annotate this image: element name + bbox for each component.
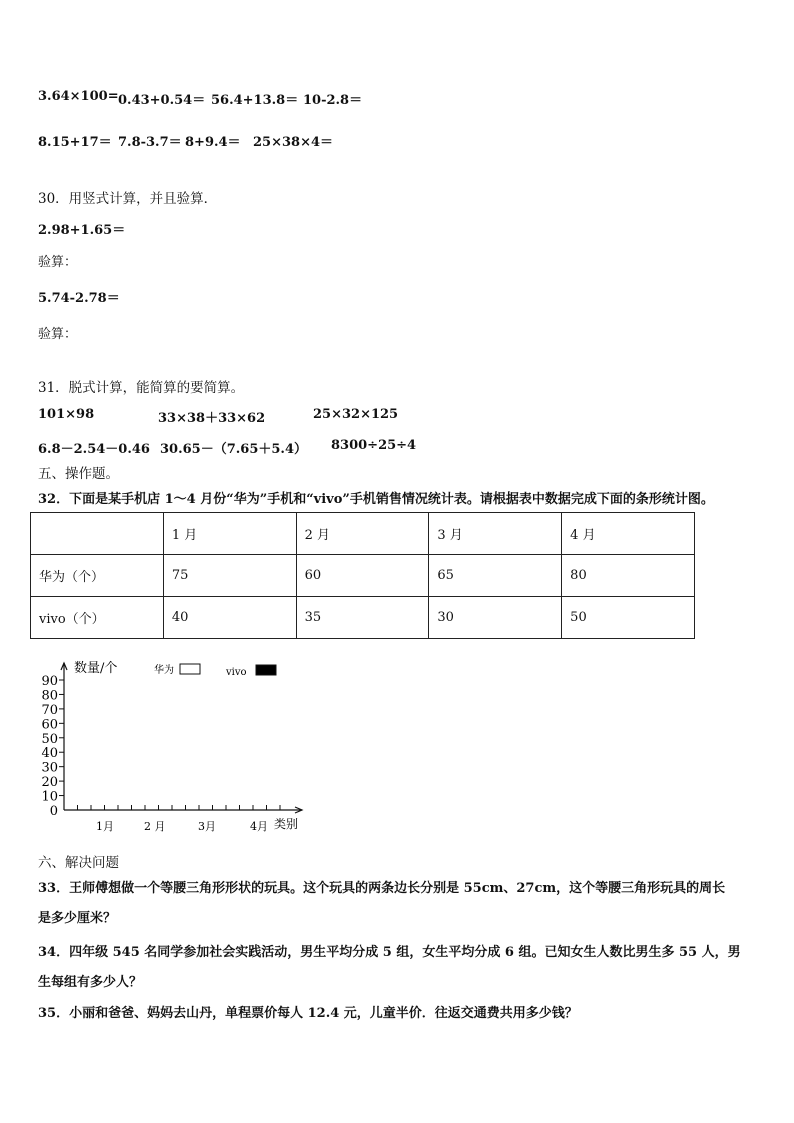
q31-expr-1-3: 25×32×125: [313, 407, 399, 422]
section-5-heading: 五、操作题。: [38, 466, 119, 482]
table-row-label: vivo（个）: [31, 597, 164, 639]
table-row-label: 华为（个）: [31, 555, 164, 597]
chart-y-ticks: [41, 674, 64, 819]
oral-expr-2-4: 25×38×4＝: [253, 135, 334, 150]
table-header-cell: 1 月: [163, 513, 296, 555]
table-header-cell: 4 月: [562, 513, 695, 555]
y-tick-label: 80: [41, 688, 58, 704]
legend-swatch-huawei: [180, 664, 200, 674]
chart-y-label: 数量/个: [74, 661, 118, 676]
chart-axes: [61, 663, 302, 813]
sales-table: [30, 512, 695, 639]
q31-expr-1-2: 33×38＋33×62: [158, 411, 266, 426]
oral-expr-1-2: 0.43+0.54＝: [118, 93, 206, 108]
table-header-cell: [31, 513, 164, 555]
oral-expr-2-3: 8+9.4＝: [185, 135, 241, 150]
table-cell: 60: [296, 555, 429, 597]
q31-expr-2-3: 8300÷25÷4: [331, 438, 417, 453]
table-cell: 75: [163, 555, 296, 597]
q31-title: 31．脱式计算，能简算的要简算。: [38, 380, 245, 396]
table-header-cell: 2 月: [296, 513, 429, 555]
q31-expr-1-1: 101×98: [38, 407, 95, 422]
x-category-label: 2 月: [144, 820, 166, 833]
y-tick-label: 50: [41, 731, 58, 747]
table-row: [31, 597, 695, 639]
table-cell: 40: [163, 597, 296, 639]
q35-line1: 35．小丽和爸爸、妈妈去山丹，单程票价每人 12.4 元，儿童半价．往返交通费共用多少钱？: [38, 1006, 578, 1021]
y-tick-label: 10: [41, 789, 58, 805]
table-header-row: [31, 513, 695, 555]
table-cell: 30: [429, 597, 562, 639]
y-tick-label: 40: [41, 746, 58, 762]
x-category-label: 3月: [198, 820, 216, 833]
q32-title: 32．下面是某手机店 1～4 月份“华为”手机和“vivo”手机销售情况统计表。请根据表中数据完成下面的条形统计图。: [38, 492, 714, 507]
q30-title: 30．用竖式计算，并且验算．: [38, 191, 218, 207]
q30-expr2: 5.74-2.78＝: [38, 291, 120, 306]
q34-line1: 34．四年级 545 名同学参加社会实践活动，男生平均分成 5 组，女生平均分成 6 组。已知女生人数比男生多 55 人，男: [38, 945, 741, 960]
q30-check1: 验算：: [38, 255, 78, 270]
y-tick-label: 20: [41, 775, 58, 791]
q33-line2: 是多少厘米？: [38, 911, 117, 926]
y-tick-label: 0: [49, 804, 58, 819]
oral-expr-2-2: 7.8-3.7＝: [118, 135, 182, 150]
legend-swatch-vivo: [256, 665, 276, 675]
q31-expr-2-1: 6.8－2.54－0.46: [38, 442, 150, 457]
x-category-label: 1月: [96, 820, 114, 833]
legend-label-huawei: 华为: [154, 665, 174, 676]
legend-label-vivo: vivo: [226, 667, 247, 678]
chart-x-label: 类别: [274, 817, 299, 831]
oral-expr-2-1: 8.15+17＝: [38, 135, 112, 150]
y-tick-label: 90: [41, 674, 58, 689]
q34-line2: 生每组有多少人？: [38, 975, 143, 990]
x-category-label: 4月: [250, 820, 268, 833]
table-cell: 65: [429, 555, 562, 597]
table-cell: 35: [296, 597, 429, 639]
y-tick-label: 70: [41, 702, 58, 718]
oral-expr-1-3: 56.4+13.8＝: [211, 93, 299, 108]
oral-expr-1-4: 10-2.8＝: [303, 93, 363, 108]
q31-expr-2-2: 30.65－（7.65＋5.4）: [160, 442, 307, 457]
table-header-cell: 3 月: [429, 513, 562, 555]
y-tick-label: 30: [41, 760, 58, 776]
table-cell: 80: [562, 555, 695, 597]
y-tick-label: 60: [41, 717, 58, 733]
table-cell: 50: [562, 597, 695, 639]
q30-expr1: 2.98+1.65＝: [38, 223, 126, 238]
section-6-heading: 六、解决问题: [38, 855, 119, 871]
chart-x-categories: [96, 820, 268, 833]
q30-check2: 验算：: [38, 327, 78, 342]
oral-expr-1-1: 3.64×100=: [38, 89, 119, 104]
empty-bar-chart: [30, 655, 320, 840]
q33-line1: 33．王师傅想做一个等腰三角形形状的玩具。这个玩具的两条边长分别是 55cm、27cm，这个等腰三角形玩具的周长: [38, 881, 726, 896]
table-row: [31, 555, 695, 597]
